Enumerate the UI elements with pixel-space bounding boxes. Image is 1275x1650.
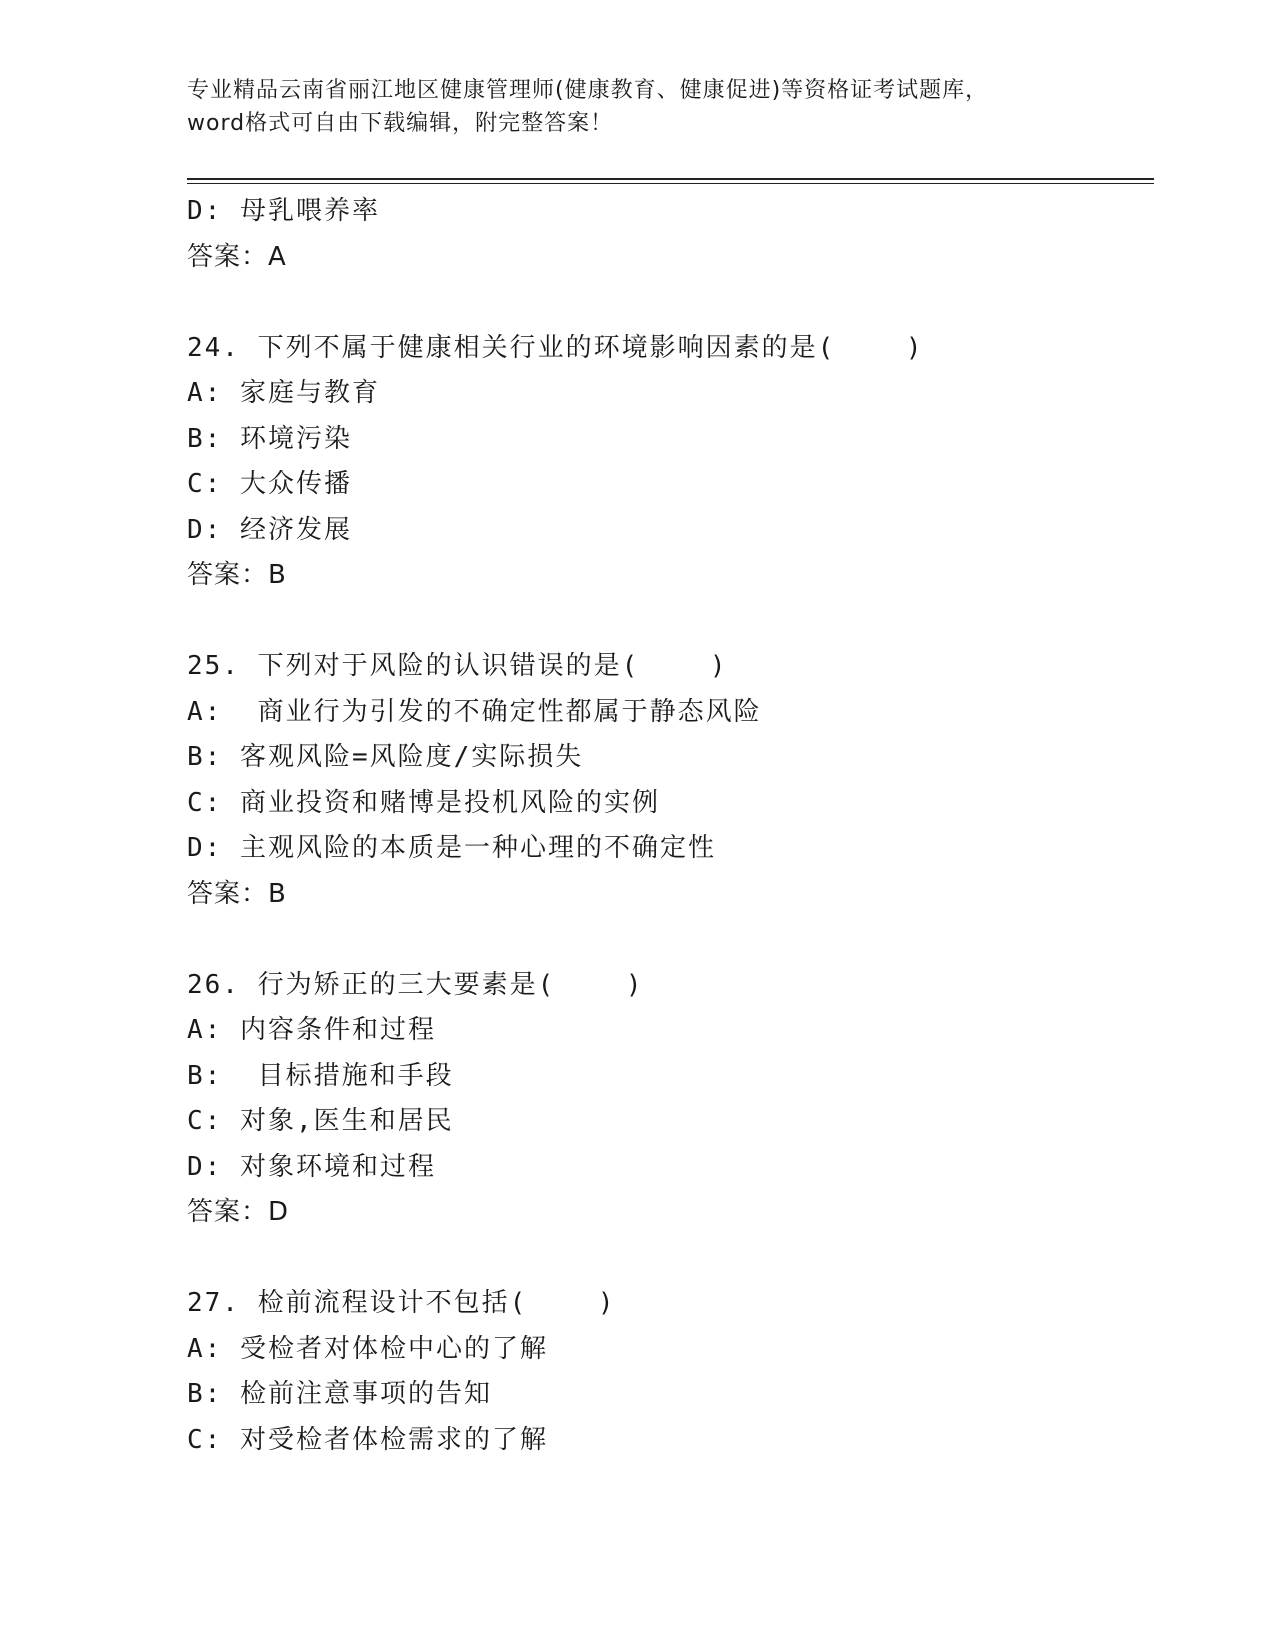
question-stem: 25. 下列对于风险的认识错误的是( ) xyxy=(187,651,728,681)
question-24 xyxy=(187,326,1154,599)
option-a: A: 内容条件和过程 xyxy=(187,1015,436,1045)
answer: 答案：D xyxy=(187,1197,290,1227)
question-25 xyxy=(187,644,1154,917)
header-line-1: 专业精品云南省丽江地区健康管理师(健康教育、健康促进)等资格证考试题库， xyxy=(187,78,989,103)
answer: 答案：B xyxy=(187,878,287,909)
header-line-2: word格式可自由下载编辑，附完整答案！ xyxy=(187,111,614,136)
option-a: A: 家庭与教育 xyxy=(187,378,380,408)
option-b: B: 目标措施和手段 xyxy=(187,1060,454,1091)
option-a: A: 商业行为引发的不确定性都属于静态风险 xyxy=(187,696,762,727)
option-c: C: 对象,医生和居民 xyxy=(187,1106,454,1136)
header-divider-thick xyxy=(187,178,1154,180)
question-26 xyxy=(187,963,1154,1236)
spacer xyxy=(187,917,1154,963)
document-header xyxy=(187,74,1087,140)
option-c: C: 大众传播 xyxy=(187,469,352,499)
question-stem: 26. 行为矫正的三大要素是( ) xyxy=(187,969,644,1000)
header-divider-thin xyxy=(187,183,1154,184)
option-d: D: 对象环境和过程 xyxy=(187,1151,436,1182)
option-a: A: 受检者对体检中心的了解 xyxy=(187,1333,548,1364)
carryover-option-d: D: 母乳喂养率 xyxy=(187,196,380,226)
option-c: C: 商业投资和赌博是投机风险的实例 xyxy=(187,787,660,818)
question-content xyxy=(187,189,1154,1463)
question-stem: 24. 下列不属于健康相关行业的环境影响因素的是( ) xyxy=(187,332,924,363)
option-b: B: 客观风险=风险度/实际损失 xyxy=(187,742,584,772)
option-d: D: 主观风险的本质是一种心理的不确定性 xyxy=(187,833,716,863)
question-27 xyxy=(187,1281,1154,1463)
spacer xyxy=(187,599,1154,645)
option-b: B: 环境污染 xyxy=(187,423,352,454)
option-c: C: 对受检者体检需求的了解 xyxy=(187,1424,548,1455)
carryover-answer: 答案：A xyxy=(187,241,287,272)
answer: 答案：B xyxy=(187,560,287,590)
option-b: B: 检前注意事项的告知 xyxy=(187,1379,492,1409)
option-d: D: 经济发展 xyxy=(187,514,352,545)
spacer xyxy=(187,280,1154,326)
spacer xyxy=(187,1236,1154,1282)
question-stem: 27. 检前流程设计不包括( ) xyxy=(187,1288,616,1318)
